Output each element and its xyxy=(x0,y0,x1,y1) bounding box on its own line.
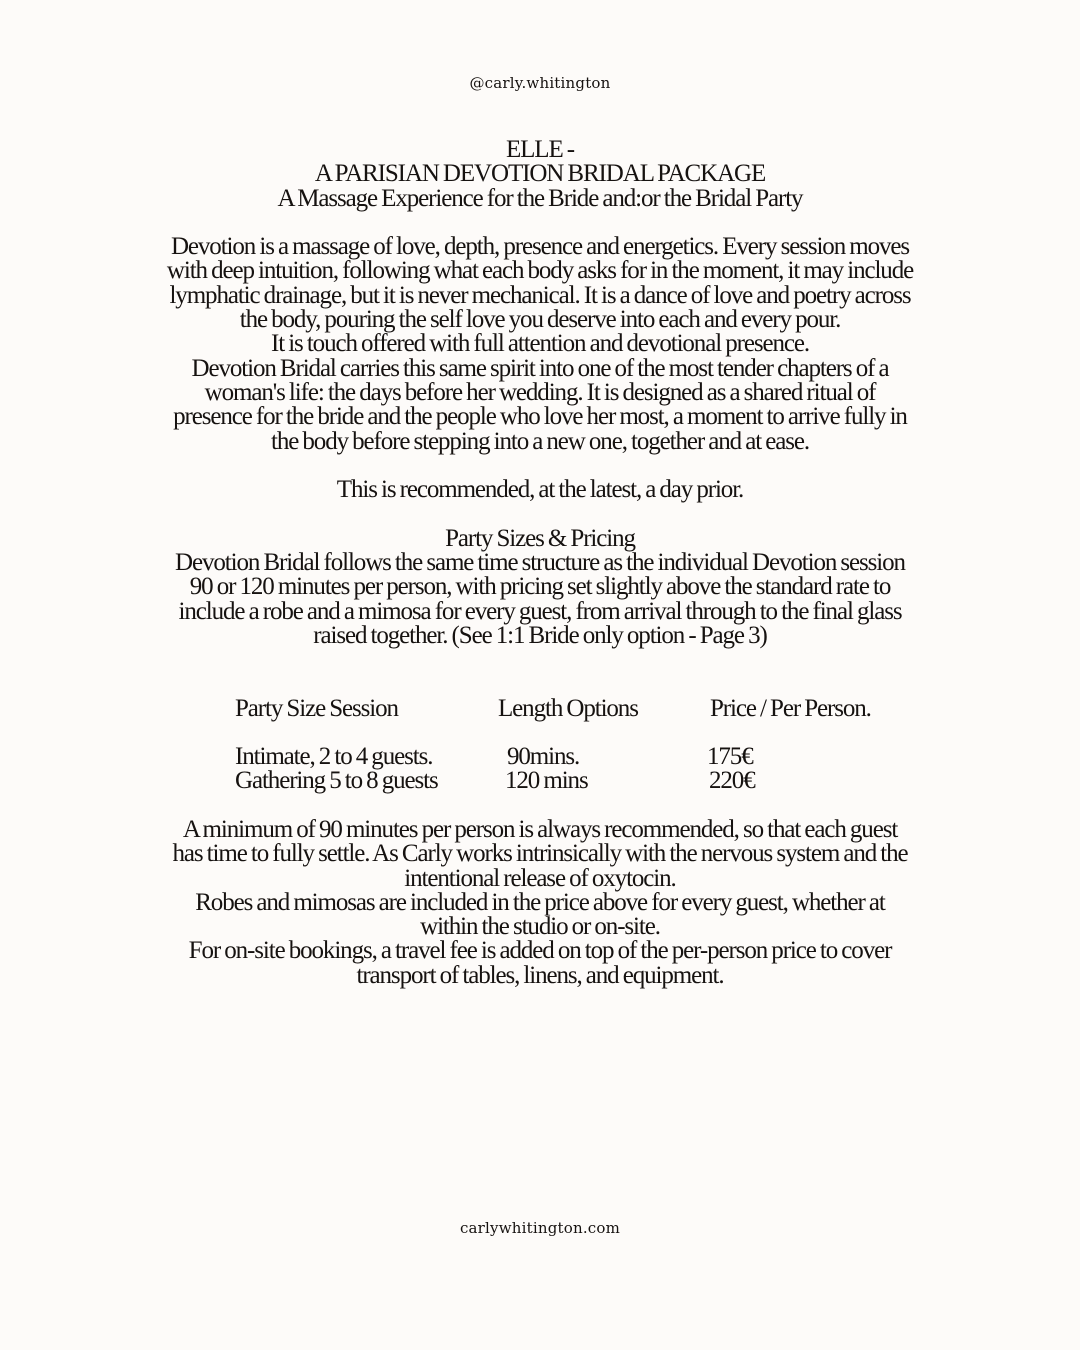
note-line: has time to fully settle. As Carly works intrinsically with the nervous system and the xyxy=(172,840,908,868)
table-header-price: Price / Per Person. xyxy=(710,695,871,722)
note-line: transport of tables, linens, and equipment. xyxy=(356,961,724,989)
pricing-line: Devotion Bridal follows the same time structure as the individual Devotion session xyxy=(175,549,905,577)
intro-line: presence for the bride and the people who love her most, a moment to arrive fully in xyxy=(173,403,907,431)
note-line: within the studio or on-site. xyxy=(420,913,660,941)
pricing-line: raised together. (See 1:1 Bride only option - Page 3) xyxy=(313,621,767,649)
table-header-length: Length Options xyxy=(498,695,638,722)
title-line-1: ELLE - xyxy=(505,136,575,163)
table-cell-length: 120 mins xyxy=(505,767,588,794)
intro-line: Devotion Bridal carries this same spirit into one of the most tender chapters of a xyxy=(191,354,889,382)
instagram-handle: @carly.whitington xyxy=(469,74,611,92)
subtitle: A Massage Experience for the Bride and:or the Bridal Party xyxy=(277,184,803,212)
intro-line: woman's life: the days before her wedding. It is designed as a shared ritual of xyxy=(204,378,876,406)
intro-line: lymphatic drainage, but it is never mechanical. It is a dance of love and poetry across xyxy=(169,281,911,309)
main-content xyxy=(110,138,970,648)
note-line: A minimum of 90 minutes per person is always recommended, so that each guest xyxy=(182,816,898,843)
table-cell-price: 175€ xyxy=(707,743,753,770)
notes xyxy=(110,818,970,988)
note-line: intentional release of oxytocin. xyxy=(404,864,676,892)
table-header-party-size: Party Size Session xyxy=(235,695,398,722)
table-cell-party-size: Gathering 5 to 8 guests xyxy=(235,767,438,794)
note-line: For on-site bookings, a travel fee is added on top of the per-person price to cover xyxy=(188,937,892,965)
title-line-2: A PARISIAN DEVOTION BRIDAL PACKAGE xyxy=(314,160,766,188)
intro-line: the body before stepping into a new one, together and at ease. xyxy=(271,427,809,455)
pricing-heading: Party Sizes & Pricing xyxy=(445,524,635,552)
table-cell-length: 90mins. xyxy=(507,743,580,770)
website-url: carlywhitington.com xyxy=(459,1219,621,1237)
table-cell-party-size: Intimate, 2 to 4 guests. xyxy=(235,743,433,770)
intro-line: with deep intuition, following what each body asks for in the moment, it may include xyxy=(166,257,914,285)
pricing-line: include a robe and a mimosa for every guest, from arrival through to the final glass xyxy=(178,597,902,625)
recommendation: This is recommended, at the latest, a day prior. xyxy=(336,476,744,504)
intro-line: It is touch offered with full attention and devotional presence. xyxy=(270,330,809,358)
intro-line: the body, pouring the self love you deserve into each and every pour. xyxy=(239,306,841,334)
pricing-line: 90 or 120 minutes per person, with pricing set slightly above the standard rate to xyxy=(189,573,891,601)
note-line: Robes and mimosas are included in the price above for every guest, whether at xyxy=(195,888,885,916)
table-cell-price: 220€ xyxy=(709,767,755,794)
intro-line: Devotion is a massage of love, depth, presence and energetics. Every session moves xyxy=(170,233,910,261)
